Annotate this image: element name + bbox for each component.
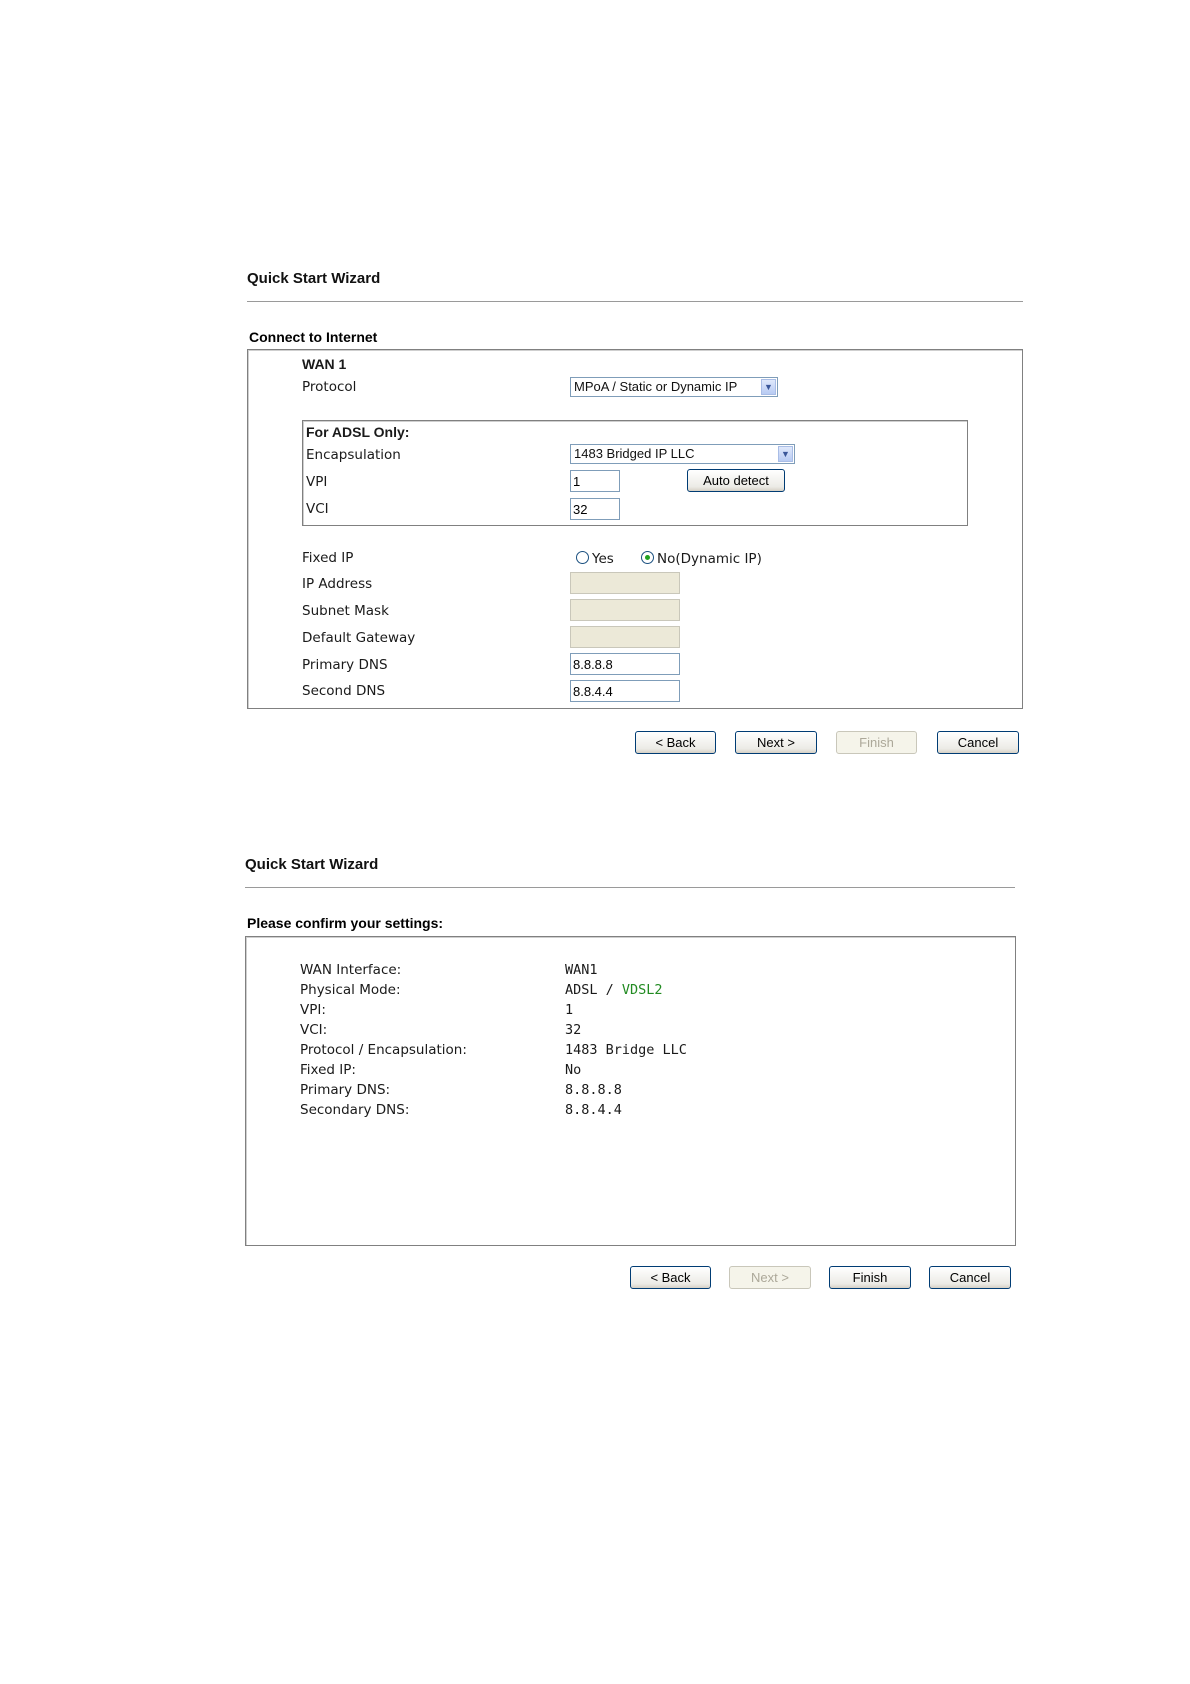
primary-dns-value: 8.8.8.8: [565, 1082, 622, 1098]
vci-value: 32: [565, 1022, 582, 1038]
ip-address-label: IP Address: [302, 576, 373, 592]
vpi-label: VPI: [306, 474, 328, 490]
fixed-ip-label: Fixed IP: [302, 550, 354, 566]
second-dns-label: Second DNS: [302, 683, 386, 699]
adsl-only-title: For ADSL Only:: [306, 424, 410, 440]
section-title: Please confirm your settings:: [247, 915, 444, 931]
subnet-mask-label: Subnet Mask: [302, 603, 389, 619]
physical-mode-label: Physical Mode:: [300, 982, 401, 998]
cancel-button[interactable]: Cancel: [937, 731, 1019, 754]
chevron-down-icon[interactable]: ▼: [778, 446, 793, 462]
vci-label: VCI: [306, 501, 329, 517]
protocol-selected-value: MPoA / Static or Dynamic IP: [574, 379, 738, 394]
primary-dns-label: Primary DNS: [302, 657, 388, 673]
vci-label: VCI:: [300, 1022, 328, 1038]
primary-dns-label: Primary DNS:: [300, 1082, 391, 1098]
finish-button[interactable]: Finish: [829, 1266, 911, 1289]
fixed-ip-value: No: [565, 1062, 582, 1078]
wan-label: WAN 1: [302, 356, 347, 372]
vpi-label: VPI:: [300, 1002, 326, 1018]
protocol-label: Protocol: [302, 379, 357, 395]
wan-interface-label: WAN Interface:: [300, 962, 402, 978]
cancel-button[interactable]: Cancel: [929, 1266, 1011, 1289]
vpi-value: 1: [565, 1002, 574, 1018]
title-divider: [245, 887, 1015, 888]
fixed-ip-no-label: No(Dynamic IP): [657, 551, 762, 567]
section-title: Connect to Internet: [249, 329, 378, 345]
auto-detect-button[interactable]: Auto detect: [687, 469, 785, 492]
back-button[interactable]: < Back: [630, 1266, 711, 1289]
physical-mode-adsl: ADSL /: [565, 982, 622, 998]
physical-mode-value: [565, 982, 663, 998]
next-button[interactable]: Next >: [735, 731, 817, 754]
wan-interface-value: WAN1: [565, 962, 598, 978]
encapsulation-selected-value: 1483 Bridged IP LLC: [574, 446, 695, 461]
chevron-down-icon[interactable]: ▼: [761, 379, 776, 395]
fixed-ip-label: Fixed IP:: [300, 1062, 356, 1078]
default-gateway-label: Default Gateway: [302, 630, 416, 646]
secondary-dns-label: Secondary DNS:: [300, 1102, 410, 1118]
secondary-dns-value: 8.8.4.4: [565, 1102, 622, 1118]
protocol-encapsulation-label: Protocol / Encapsulation:: [300, 1042, 467, 1058]
finish-button[interactable]: Finish: [836, 731, 917, 754]
physical-mode-vdsl2: VDSL2: [621, 982, 663, 998]
next-button[interactable]: Next >: [729, 1266, 811, 1289]
page-title: Quick Start Wizard: [245, 856, 379, 873]
encapsulation-label: Encapsulation: [306, 447, 401, 463]
protocol-encapsulation-value: 1483 Bridge LLC: [565, 1042, 687, 1058]
back-button[interactable]: < Back: [635, 731, 716, 754]
page-title: Quick Start Wizard: [247, 270, 381, 287]
fixed-ip-yes-label: Yes: [592, 551, 614, 567]
